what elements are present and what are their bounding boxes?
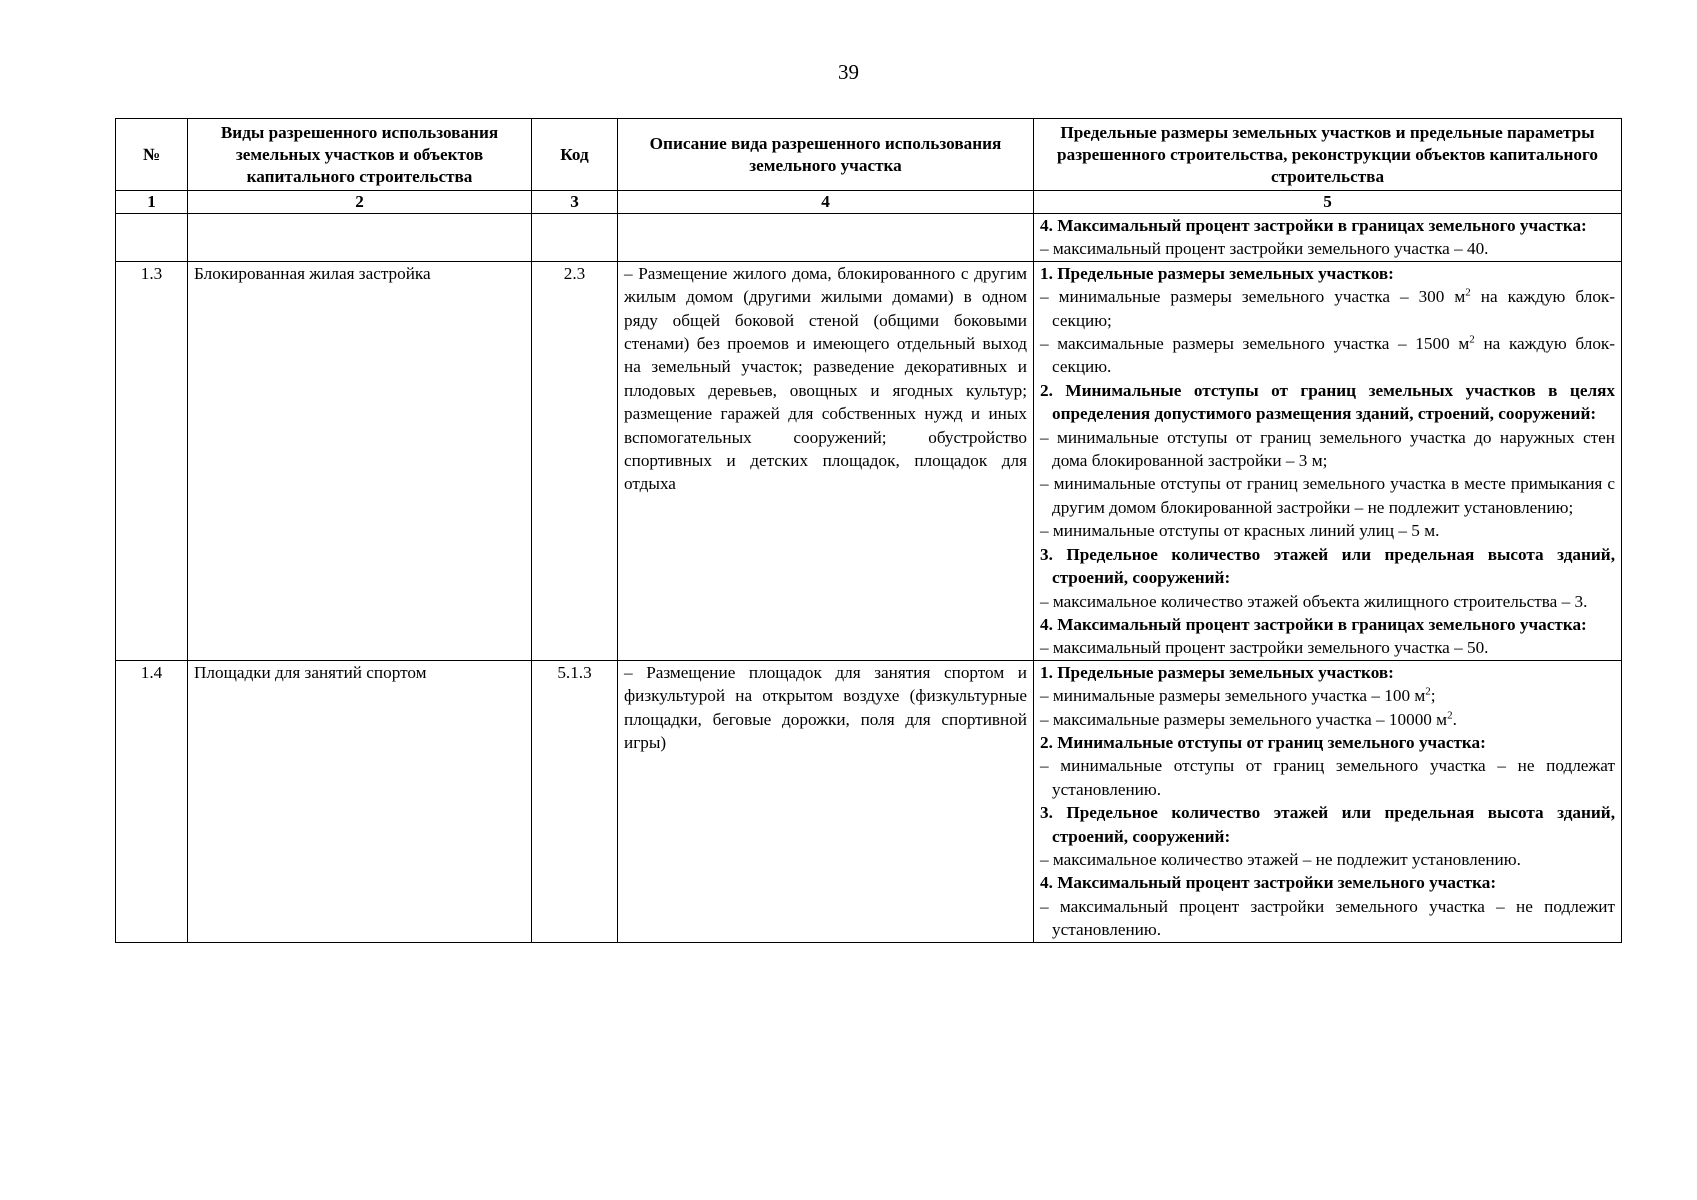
parameter-text-tail: . [1452,709,1457,729]
unit-superscript: 2 [1425,685,1431,698]
parameter-text: – минимальные отступы от границ земельного участка до наружных стен дома блокированной застройки – 3 м; [1040,427,1615,471]
parameter-item [1040,426,1615,473]
header-number: № [116,119,188,191]
parameter-text: – максимальный процент застройки земельного участка – 50. [1040,638,1489,658]
parameter-heading [1040,871,1615,894]
header-usage-type: Виды разрешенного использования земельных участков и объектов капитального строительства [188,119,532,191]
parameter-text: – максимальный процент застройки земельного участка – не подлежит установлению. [1040,896,1615,940]
parameter-item [1040,636,1615,659]
parameter-item [1040,684,1615,707]
parameter-text: – минимальные отступы от границ земельного участка – не подлежат установлению. [1040,756,1615,799]
column-number: 5 [1034,191,1622,214]
column-number: 2 [188,191,532,214]
parameters-cell [1034,261,1622,660]
code-cell: 2.3 [532,261,618,660]
parameter-text: 2. Минимальные отступы от границ земельного участка: [1040,732,1486,752]
usage-type-cell: Площадки для занятий спортом [188,660,532,942]
code-cell: 5.1.3 [532,660,618,942]
parameter-item [1040,848,1615,871]
header-parameters: Предельные размеры земельных участков и предельные параметры разрешенного строительства, реконструкции объектов капитального строительства [1034,119,1622,191]
parameter-text: – максимальный процент застройки земельного участка – 40. [1040,239,1489,259]
parameter-text: 2. Минимальные отступы от границ земельных участков в целях определения допустимого размещения зданий, строений, сооружений: [1040,380,1615,424]
parameter-heading [1040,661,1615,684]
parameter-heading [1040,613,1615,636]
parameter-item [1040,332,1615,379]
row-number-cell: 1.3 [116,261,188,660]
description-cell: – Размещение жилого дома, блокированного с другим жилым домом (другими жилыми домами) в одном ряду общей боковой стеной (общими боковыми стенами) без проемов и имеющего отдельный выход на земельный участок; разведение декоративных и плодовых деревьев, овощных и ягодных культур; размещение гаражей для собственных нужд и иных вспомогательных сооружений; обустройство спортивных и детских площадок, площадок для отдыха [618,261,1034,660]
parameter-text: – минимальные отступы от красных линий улиц – 5 м. [1040,521,1440,541]
row-number-cell: 1.4 [116,660,188,942]
parameter-item [1040,472,1615,519]
parameter-text: – максимальные размеры земельного участка – 10000 м [1040,709,1448,729]
parameter-heading [1040,801,1615,848]
parameter-item [1040,895,1615,942]
parameter-text-tail: на каждую блок-секцию; [1052,287,1615,330]
row-number-cell [116,214,188,262]
parameter-text: 1. Предельные размеры земельных участков: [1040,263,1394,283]
unit-superscript: 2 [1465,286,1471,299]
column-number: 1 [116,191,188,214]
parameter-item [1040,754,1615,801]
parameter-text: – минимальные отступы от границ земельного участка в месте примыкания с другим домом блокированной застройки – не подлежит установлению; [1040,474,1615,517]
parameter-heading [1040,379,1615,426]
parameter-text: – минимальные размеры земельного участка – 300 м [1040,287,1466,307]
parameter-heading [1040,543,1615,590]
parameter-text: – минимальные размеры земельного участка – 100 м [1040,686,1426,706]
page-number: 39 [838,60,859,84]
parameter-text: 3. Предельное количество этажей или предельная высота зданий, строений, сооружений: [1040,544,1615,588]
parameter-text-tail: на каждую блок-секцию. [1052,334,1615,377]
table-row [116,214,1622,262]
parameter-text: – максимальное количество этажей объекта жилищного строительства – 3. [1040,591,1588,611]
regulations-table [115,118,1622,943]
description-cell: – Размещение площадок для занятия спортом и физкультурой на открытом воздухе (физкультурные площадки, беговые дорожки, поля для спортивной игры) [618,660,1034,942]
parameter-text: 1. Предельные размеры земельных участков: [1040,662,1394,682]
table-row [116,660,1622,942]
header-description: Описание вида разрешенного использования земельного участка [618,119,1034,191]
column-number: 3 [532,191,618,214]
header-row [116,119,1622,191]
parameter-item [1040,519,1615,542]
header-code: Код [532,119,618,191]
parameter-text: – максимальные размеры земельного участка – 1500 м [1040,334,1470,354]
description-cell [618,214,1034,262]
parameter-text: – максимальное количество этажей – не подлежит установлению. [1040,849,1521,869]
usage-type-cell: Блокированная жилая застройка [188,261,532,660]
parameter-text-tail: ; [1430,686,1436,706]
parameters-cell [1034,660,1622,942]
parameter-heading [1040,262,1615,285]
column-number: 4 [618,191,1034,214]
parameter-heading [1040,214,1615,237]
parameter-item [1040,708,1615,731]
parameter-item [1040,237,1615,260]
usage-type-cell [188,214,532,262]
parameter-text: 3. Предельное количество этажей или предельная высота зданий, строений, сооружений: [1040,803,1615,846]
parameter-item [1040,285,1615,332]
parameter-text: 4. Максимальный процент застройки в границах земельного участка: [1040,216,1587,235]
unit-superscript: 2 [1447,708,1453,721]
unit-superscript: 2 [1469,333,1475,346]
table-body [116,214,1622,943]
parameter-heading [1040,731,1615,754]
parameter-item [1040,590,1615,613]
parameter-text: 4. Максимальный процент застройки в границах земельного участка: [1040,614,1587,634]
column-number-row [116,191,1622,214]
table-row [116,261,1622,660]
code-cell [532,214,618,262]
parameter-text: 4. Максимальный процент застройки земельного участка: [1040,873,1497,893]
parameters-cell [1034,214,1622,262]
